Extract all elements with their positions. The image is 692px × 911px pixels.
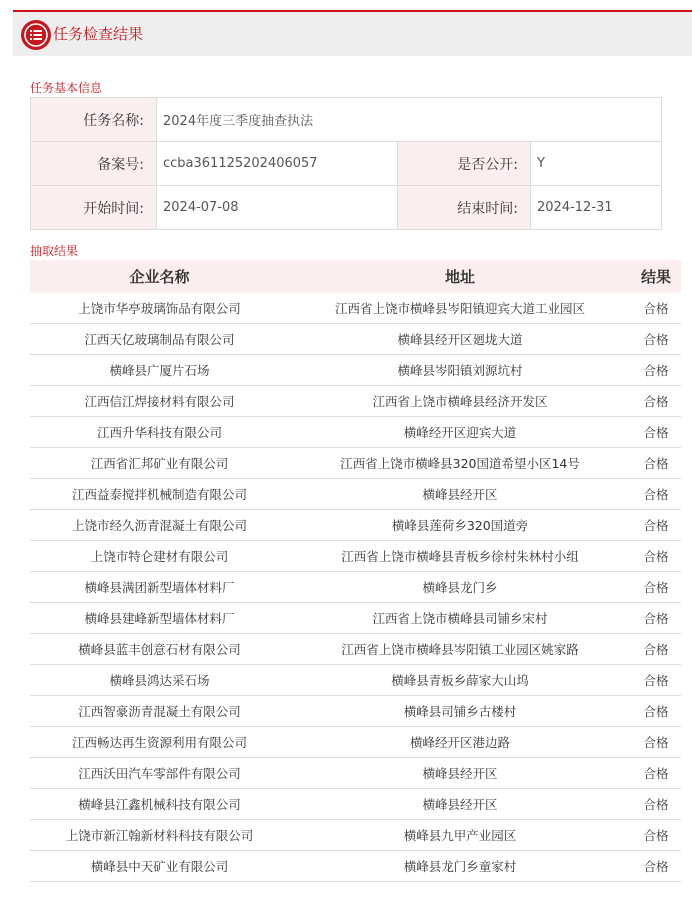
company-name: 横峰县鸿达采石场 <box>30 665 289 696</box>
table-row <box>30 324 681 355</box>
company-name: 江西省汇邦矿业有限公司 <box>30 448 289 479</box>
company-address: 横峰县九甲产业园区 <box>289 820 631 851</box>
table-row <box>30 634 681 665</box>
company-name: 江西升华科技有限公司 <box>30 417 289 448</box>
company-name: 横峰县江鑫机械科技有限公司 <box>30 789 289 820</box>
company-name: 横峰县广厦片石场 <box>30 355 289 386</box>
company-address: 横峰县莲荷乡320国道旁 <box>289 510 631 541</box>
company-address: 江西省上饶市横峰县岑阳镇迎宾大道工业园区 <box>289 293 631 324</box>
company-name: 上饶市新江翰新材料科技有限公司 <box>30 820 289 851</box>
public-value: Y <box>531 142 662 186</box>
company-address: 江西省上饶市横峰县岑阳镇工业园区姚家路 <box>289 634 631 665</box>
check-result: 合格 <box>631 851 681 882</box>
company-address: 横峰县岑阳镇刘源坑村 <box>289 355 631 386</box>
company-address: 江西省上饶市横峰县经济开发区 <box>289 386 631 417</box>
company-name: 江西智豪沥青混凝土有限公司 <box>30 696 289 727</box>
table-row <box>30 665 681 696</box>
task-name-value: 2024年度三季度抽查执法 <box>157 98 662 142</box>
check-result: 合格 <box>631 572 681 603</box>
list-icon <box>21 20 51 50</box>
check-result: 合格 <box>631 727 681 758</box>
table-row <box>30 851 681 882</box>
check-result: 合格 <box>631 417 681 448</box>
company-address: 江西省上饶市横峰县司铺乡宋村 <box>289 603 631 634</box>
company-address: 横峰县青板乡薛家大山坞 <box>289 665 631 696</box>
company-name: 横峰县蓝丰创意石材有限公司 <box>30 634 289 665</box>
table-row <box>30 355 681 386</box>
start-time-value: 2024-07-08 <box>157 186 398 230</box>
company-address: 横峰县经开区廻垅大道 <box>289 324 631 355</box>
company-name: 江西益泰搅拌机械制造有限公司 <box>30 479 289 510</box>
company-address: 横峰县龙门乡童家村 <box>289 851 631 882</box>
company-name: 横峰县满团新型墙体材料厂 <box>30 572 289 603</box>
check-result: 合格 <box>631 541 681 572</box>
end-time-value: 2024-12-31 <box>531 186 662 230</box>
record-no-label: 备案号: <box>31 142 157 186</box>
company-address: 江西省上饶市横峰县青板乡徐村朱林村小组 <box>289 541 631 572</box>
company-name: 横峰县中天矿业有限公司 <box>30 851 289 882</box>
table-row <box>30 510 681 541</box>
check-result: 合格 <box>631 665 681 696</box>
check-result: 合格 <box>631 758 681 789</box>
company-address: 横峰县司铺乡古楼村 <box>289 696 631 727</box>
check-result: 合格 <box>631 696 681 727</box>
table-row <box>30 603 681 634</box>
company-name: 江西信江焊接材料有限公司 <box>30 386 289 417</box>
table-row <box>30 727 681 758</box>
company-name: 江西畅达再生资源利用有限公司 <box>30 727 289 758</box>
company-name: 上饶市华亭玻璃饰品有限公司 <box>30 293 289 324</box>
public-label: 是否公开: <box>398 142 531 186</box>
table-row <box>30 789 681 820</box>
check-result: 合格 <box>631 634 681 665</box>
record-no-value: ccba361125202406057 <box>157 142 398 186</box>
column-header-result: 结果 <box>631 260 681 293</box>
column-header-address: 地址 <box>289 260 631 293</box>
company-name: 横峰县建峰新型墙体材料厂 <box>30 603 289 634</box>
column-header-company: 企业名称 <box>30 260 289 293</box>
check-result: 合格 <box>631 386 681 417</box>
check-result: 合格 <box>631 820 681 851</box>
company-address: 横峰经开区迎宾大道 <box>289 417 631 448</box>
task-name-label: 任务名称: <box>31 98 157 142</box>
table-row <box>30 696 681 727</box>
table-row <box>30 417 681 448</box>
basic-info-section-title: 任务基本信息 <box>30 81 103 95</box>
company-address: 江西省上饶市横峰县320国道希望小区14号 <box>289 448 631 479</box>
results-table <box>30 260 681 882</box>
check-result: 合格 <box>631 355 681 386</box>
company-address: 横峰县经开区 <box>289 758 631 789</box>
end-time-label: 结束时间: <box>398 186 531 230</box>
check-result: 合格 <box>631 448 681 479</box>
check-result: 合格 <box>631 293 681 324</box>
table-row <box>30 293 681 324</box>
company-name: 江西沃田汽车零部件有限公司 <box>30 758 289 789</box>
table-row <box>30 541 681 572</box>
check-result: 合格 <box>631 479 681 510</box>
table-row <box>30 448 681 479</box>
table-row <box>30 479 681 510</box>
check-result: 合格 <box>631 789 681 820</box>
table-row <box>30 386 681 417</box>
check-result: 合格 <box>631 324 681 355</box>
company-name: 江西天亿玻璃制品有限公司 <box>30 324 289 355</box>
results-section-title: 抽取结果 <box>30 244 79 258</box>
company-name: 上饶市特仑建材有限公司 <box>30 541 289 572</box>
company-name: 上饶市经久沥青混凝土有限公司 <box>30 510 289 541</box>
company-address: 横峰县经开区 <box>289 479 631 510</box>
table-row <box>30 572 681 603</box>
basic-info-table <box>30 97 662 230</box>
check-result: 合格 <box>631 510 681 541</box>
check-result: 合格 <box>631 603 681 634</box>
page-title: 任务检查结果 <box>53 25 144 43</box>
company-address: 横峰县经开区 <box>289 789 631 820</box>
table-row <box>30 758 681 789</box>
company-address: 横峰经开区港边路 <box>289 727 631 758</box>
page-header <box>13 12 692 56</box>
table-row <box>30 820 681 851</box>
start-time-label: 开始时间: <box>31 186 157 230</box>
company-address: 横峰县龙门乡 <box>289 572 631 603</box>
